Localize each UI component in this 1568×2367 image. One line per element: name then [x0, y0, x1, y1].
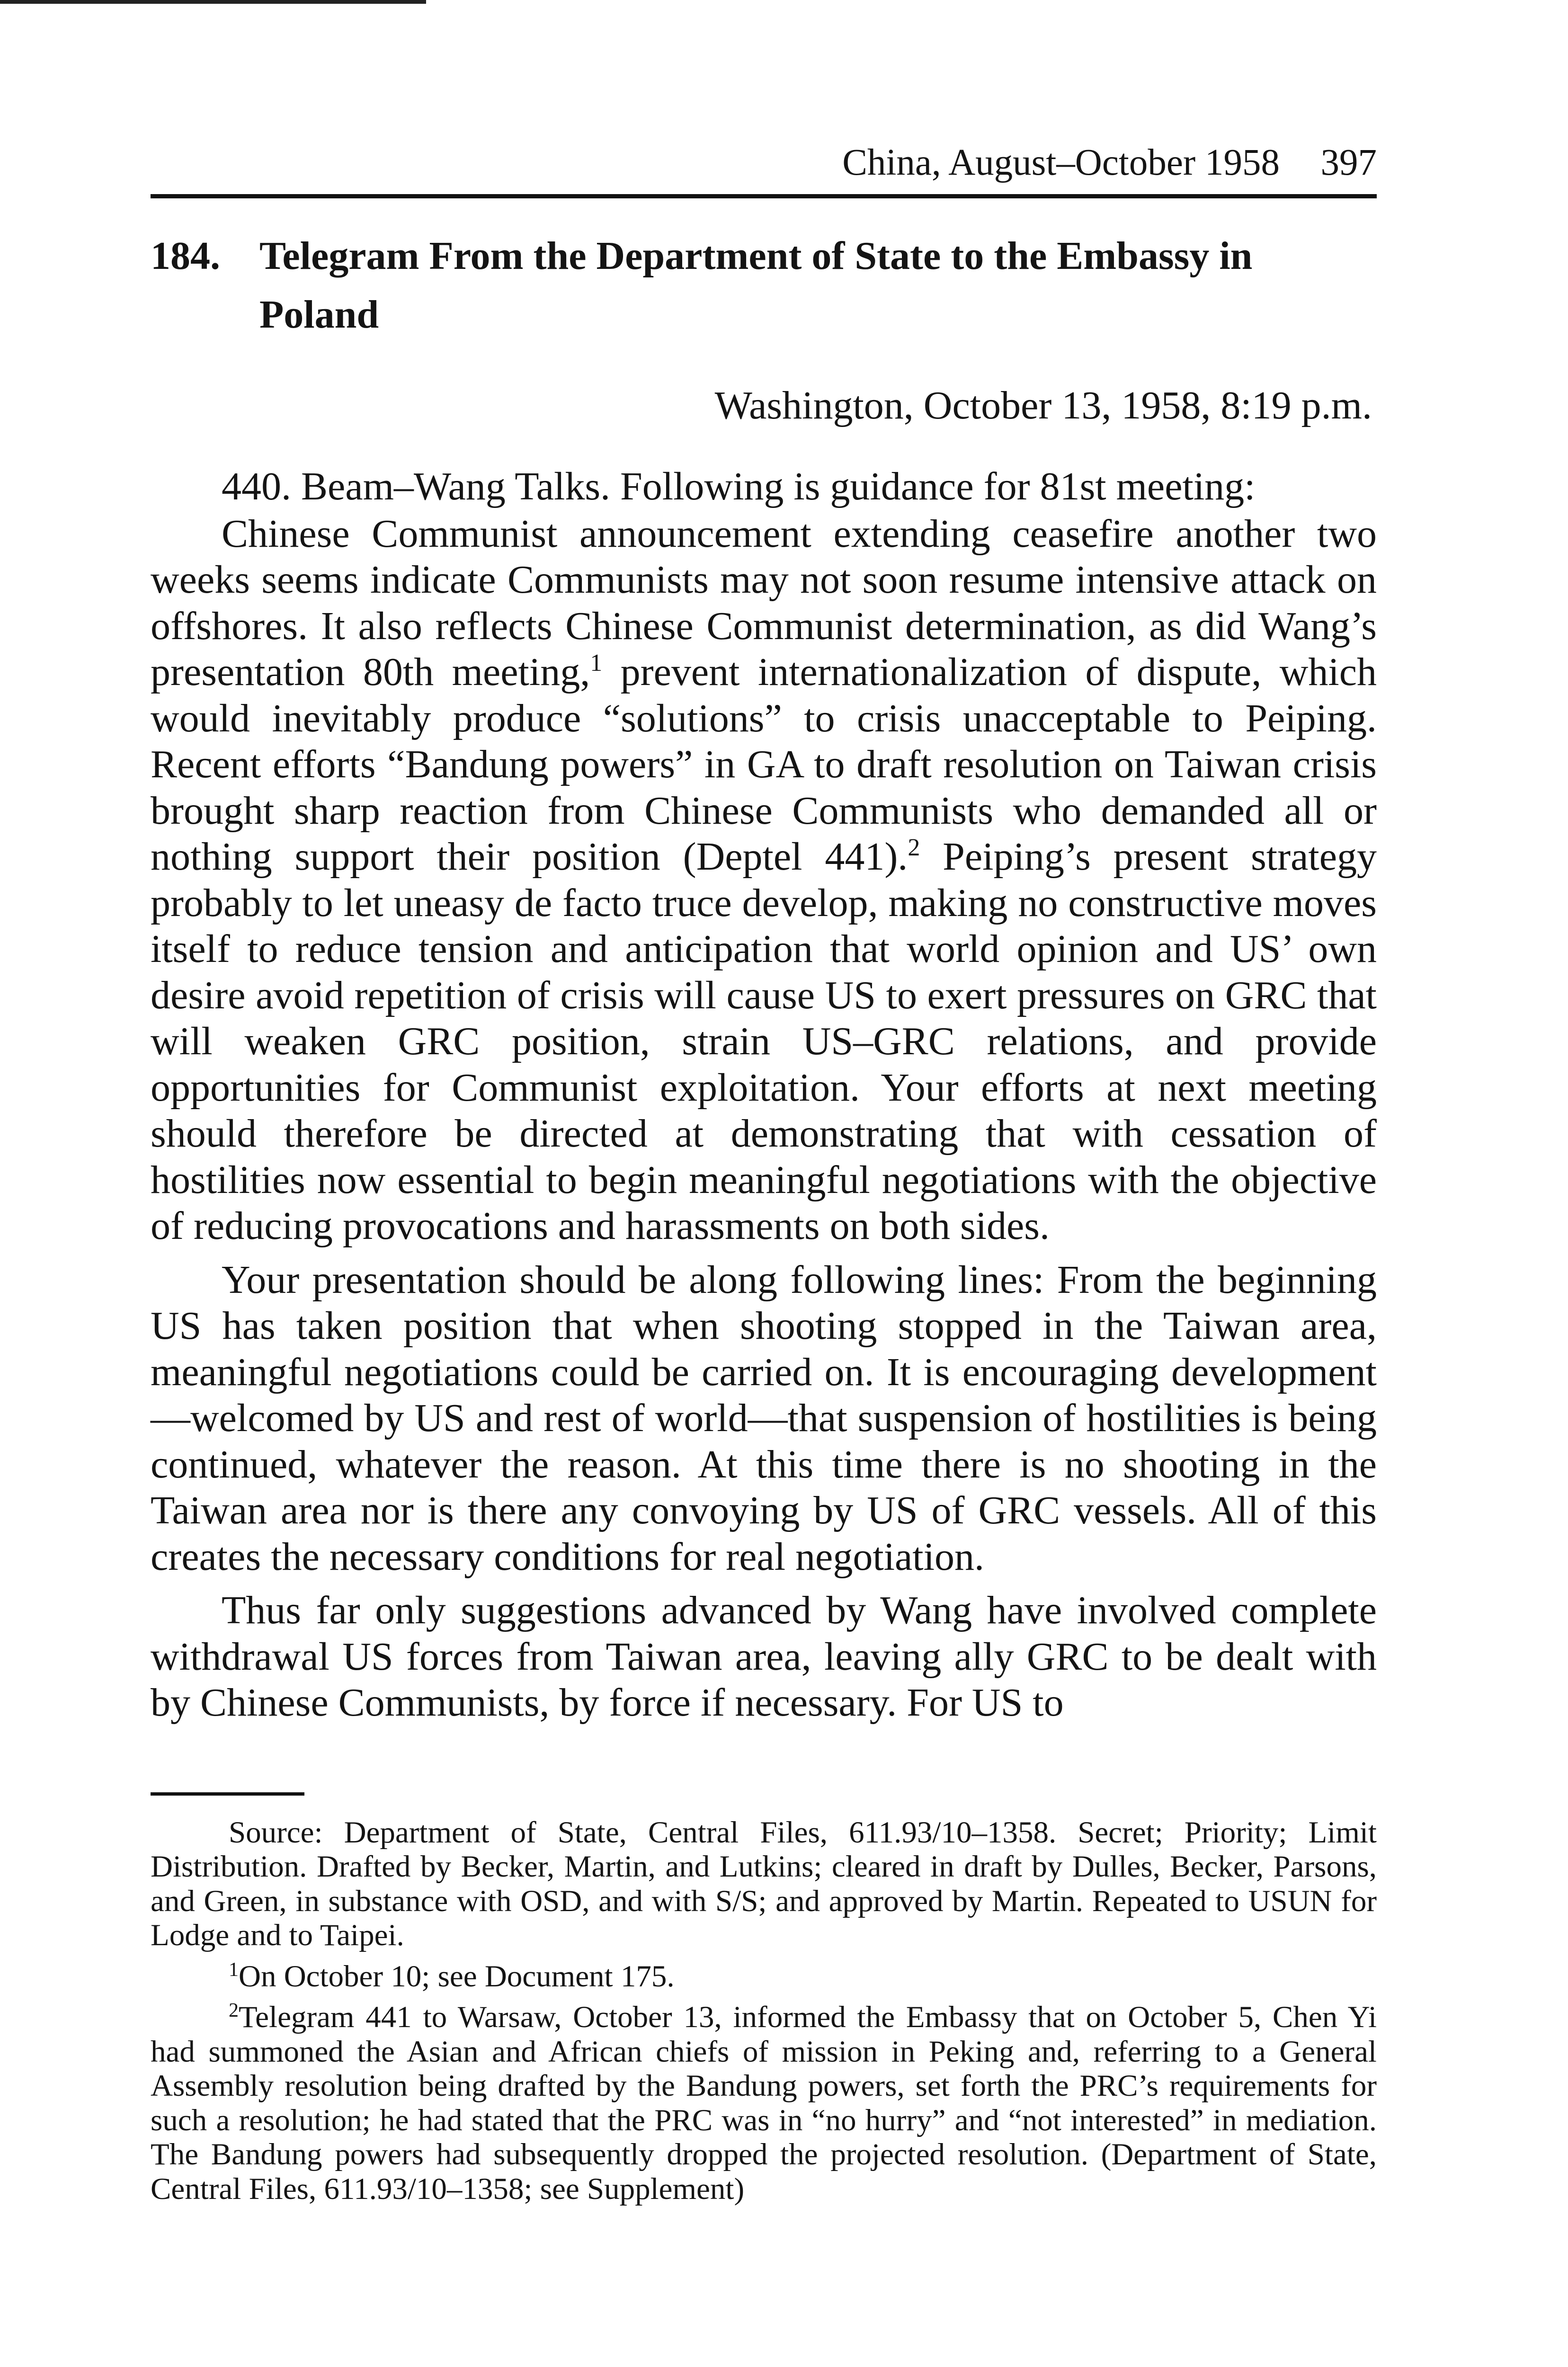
footnote-2-text: Telegram 441 to Warsaw, October 13, informed the Embassy that on October 5, Chen Yi had summoned the Asian and African chiefs of mission in Peking and, referring to a General Assembly resolution being drafted by the Bandung powers, set forth the PRC’s requirements for such a resolution; he had stated that the PRC was in “no hurry” and “not interested” in mediation. The Bandung powers had subsequently dropped the projected resolution. (Department of State, Central Files, 611.93/10–1358; see Supplement) [151, 2000, 1377, 2206]
telegram-body [151, 463, 1377, 1726]
footnote-1 [151, 1959, 1377, 1994]
header-rule [151, 194, 1377, 198]
footnote-2 [151, 2000, 1377, 2206]
footnote-1-text: On October 10; see Document 175. [239, 1959, 675, 1993]
document-heading [151, 227, 1377, 344]
document-number: 184. [151, 234, 220, 278]
paragraph-2-part-a: Chinese Communist announcement extending ceasefire another two weeks seems indicate Communists may not soon resume intensive attack on offshores. It also reflects Chinese Communist determination, as did Wang’s presentation 80th meeting, [151, 511, 1377, 694]
scan-edge-rule [0, 0, 426, 4]
footnote-ref-2: 2 [908, 834, 920, 861]
running-head-title: China, August–October 1958 [842, 142, 1280, 183]
paragraph-4: Thus far only suggestions advanced by Wang have involved complete withdrawal US forces from Taiwan area, leaving ally GRC to be dealt with by Chinese Communists, by force if necessary. For US to [151, 1588, 1377, 1725]
page-number: 397 [1320, 142, 1377, 183]
footnote-1-mark: 1 [229, 1958, 239, 1981]
footnotes [151, 1815, 1377, 2207]
footnote-rule [151, 1792, 304, 1796]
footnote-2-mark: 2 [229, 2000, 239, 2021]
paragraph-3: Your presentation should be along following lines: From the beginning US has taken position that when shooting stopped in the Taiwan area, meaningful negotiations could be carried on. It is encouraging development—welcomed by US and rest of world—that suspension of hostilities is being continued, whatever the reason. At this time there is no shooting in the Taiwan area nor is there any convoying by US of GRC vessels. All of this creates the necessary conditions for real negotiation. [151, 1257, 1377, 1579]
document-title: Telegram From the Department of State to the Embassy in Poland [259, 234, 1253, 337]
dateline: Washington, October 13, 1958, 8:19 p.m. [714, 383, 1372, 427]
footnote-ref-1: 1 [590, 650, 603, 676]
paragraph-2-part-c: Peiping’s present strategy probably to let uneasy de facto truce develop, making no constructive moves itself to reduce tension and anticipation that world opinion and US’ own desire avoid repetition of crisis will cause US to exert pressures on GRC that will weaken GRC position, strain US–GRC relations, and provide opportunities for Communist exploitation. Your efforts at next meeting should therefore be directed at demonstrating that with cessation of hostilities now essential to begin meaningful negotiations with the objective of reducing provocations and harassments on both sides. [151, 835, 1377, 1248]
source-note: Source: Department of State, Central Files, 611.93/10–1358. Secret; Priority; Limit Distribution. Drafted by Becker, Martin, and Lutkins; cleared in draft by Dulles, Becker, Parsons, and Green, in substance with OSD, and with S/S; and approved by Martin. Repeated to USUN for Lodge and to Taipei. [151, 1815, 1377, 1952]
paragraph-1: 440. Beam–Wang Talks. Following is guidance for 81st meeting: [222, 464, 1256, 508]
document-page [151, 137, 1377, 2206]
paragraph-2-part-b: prevent internationalization of dispute, which would inevitably produce “solutions” to crisis unacceptable to Peiping. Recent efforts “Bandung powers” in GA to draft resolution on Taiwan crisis brought sharp reaction from Chinese Communists who demanded all or nothing support their position (Deptel 441). [151, 650, 1377, 879]
running-head [151, 137, 1377, 194]
paragraph-2 [151, 511, 1377, 1249]
